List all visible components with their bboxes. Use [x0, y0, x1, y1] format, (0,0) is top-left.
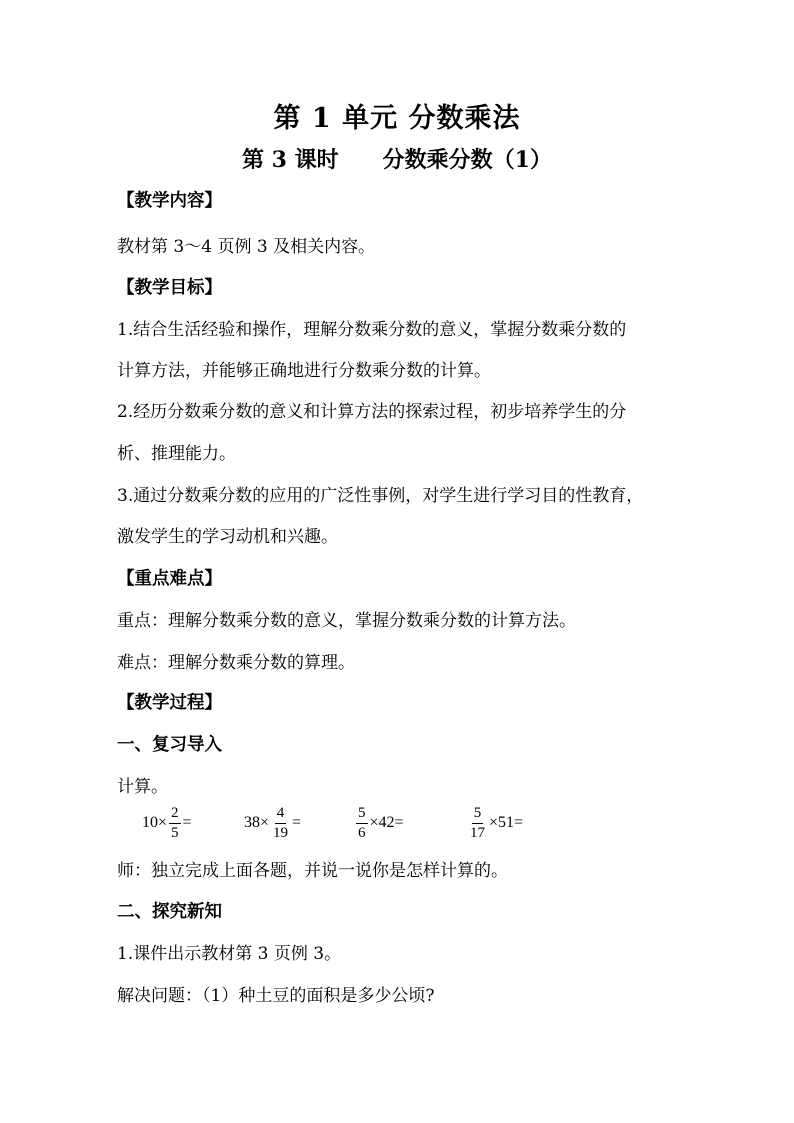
section-title-review: 一、复习导入 [117, 735, 222, 755]
goals-heading: 【教学目标】 [117, 278, 222, 298]
goal-line-2: 计算方法，并能够正确地进行分数乘分数的计算。 [117, 361, 491, 381]
exercise-2-fraction [271, 806, 290, 841]
process-heading: 【教学过程】 [117, 693, 222, 713]
section-title-explore: 二、探究新知 [117, 902, 222, 922]
exercise-1-left: 10× [142, 814, 168, 831]
exercise-4-denominator: 17 [470, 824, 485, 841]
step-1: 1.课件出示教材第 3 页例 3。 [117, 944, 342, 964]
goal-line-4: 析、推理能力。 [117, 444, 236, 464]
lesson-topic: 分数乘分数（1） [382, 147, 552, 173]
exercise-row [0, 800, 794, 846]
unit-title: 第 1 单元 分数乘法 [273, 103, 521, 134]
exercise-4-fraction [468, 806, 487, 841]
exercise-2-left: 38× [244, 814, 270, 831]
exercise-3-numerator: 5 [356, 806, 368, 824]
exercise-3-right: ×42= [369, 814, 404, 831]
exercise-4-right: ×51= [489, 814, 524, 831]
exercise-3 [354, 800, 404, 846]
lesson-subtitle [0, 143, 794, 174]
exercise-1-denominator: 5 [171, 824, 179, 841]
key-point: 重点：理解分数乘分数的意义，掌握分数乘分数的计算方法。 [117, 611, 576, 631]
exercise-2 [244, 800, 301, 846]
goal-line-6: 激发学生的学习动机和兴趣。 [117, 527, 338, 547]
exercise-3-fraction [356, 806, 368, 841]
difficult-point: 难点：理解分数乘分数的算理。 [117, 653, 355, 673]
problem-line: 解决问题：（1）种土豆的面积是多少公顷? [117, 986, 435, 1006]
exercise-4 [466, 800, 523, 846]
goal-line-3: 2.经历分数乘分数的意义和计算方法的探索过程，初步培养学生的分 [117, 402, 627, 422]
exercise-3-denominator: 6 [358, 824, 366, 841]
lesson-number: 第 3 课时 [242, 147, 339, 173]
content-text: 教材第 3～4 页例 3 及相关内容。 [117, 237, 376, 257]
goal-line-5: 3.通过分数乘分数的应用的广泛性事例，对学生进行学习目的性教育， [117, 486, 644, 506]
exercise-1-numerator: 2 [169, 806, 181, 824]
exercise-2-right: = [292, 814, 302, 831]
exercise-1 [142, 800, 192, 846]
exercise-1-right: = [182, 814, 192, 831]
calc-label: 计算。 [117, 777, 168, 797]
exercise-2-numerator: 4 [275, 806, 287, 824]
exercise-1-fraction [169, 806, 181, 841]
exercise-4-numerator: 5 [472, 806, 484, 824]
keypoints-heading: 【重点难点】 [117, 569, 222, 589]
exercise-2-denominator: 19 [273, 824, 289, 841]
teacher-line: 师：独立完成上面各题，并说一说你是怎样计算的。 [117, 861, 508, 881]
content-heading: 【教学内容】 [117, 191, 222, 211]
goal-line-1: 1.结合生活经验和操作，理解分数乘分数的意义，掌握分数乘分数的 [117, 320, 627, 340]
